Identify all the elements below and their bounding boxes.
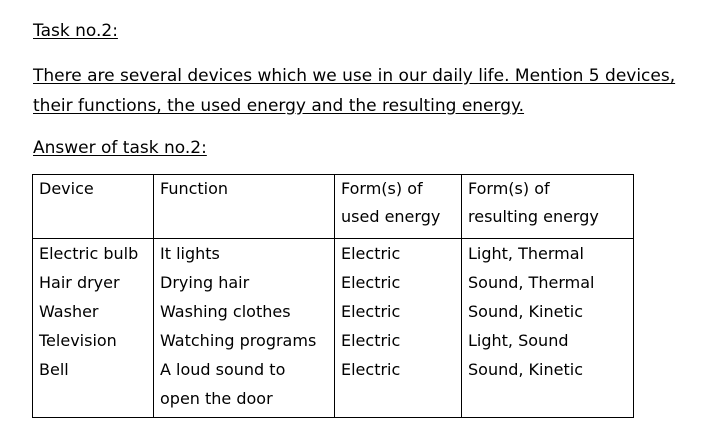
table-row	[33, 297, 634, 326]
header-device: Device	[33, 175, 154, 239]
header-function: Function	[154, 175, 335, 239]
cell-device: Hair dryer	[33, 268, 154, 297]
header-used-energy: Form(s) of used energy	[335, 175, 462, 239]
task-prompt-line-1: There are several devices which we use in our daily life. Mention 5 devices,	[33, 66, 676, 86]
cell-resulting-energy: Light, Sound	[462, 326, 634, 355]
cell-resulting-energy: Sound, Kinetic	[462, 297, 634, 326]
table-row	[33, 239, 634, 269]
cell-function: Washing clothes	[154, 297, 335, 326]
cell-resulting-energy: Sound, Kinetic	[462, 355, 634, 418]
cell-device: Television	[33, 326, 154, 355]
cell-resulting-energy: Light, Thermal	[462, 239, 634, 269]
task-heading: Task no.2:	[33, 21, 118, 41]
cell-used-energy: Electric	[335, 268, 462, 297]
cell-resulting-energy: Sound, Thermal	[462, 268, 634, 297]
cell-device: Washer	[33, 297, 154, 326]
task-prompt-line-2: their functions, the used energy and the resulting energy.	[33, 96, 525, 116]
cell-function: It lights	[154, 239, 335, 269]
cell-used-energy: Electric	[335, 239, 462, 269]
answer-heading: Answer of task no.2:	[33, 138, 207, 158]
cell-function: Watching programs	[154, 326, 335, 355]
devices-energy-table	[32, 174, 634, 418]
cell-used-energy: Electric	[335, 355, 462, 418]
table-row	[33, 326, 634, 355]
table-row	[33, 355, 634, 418]
cell-used-energy: Electric	[335, 326, 462, 355]
cell-device: Electric bulb	[33, 239, 154, 269]
cell-used-energy: Electric	[335, 297, 462, 326]
cell-function: Drying hair	[154, 268, 335, 297]
header-resulting-energy: Form(s) of resulting energy	[462, 175, 634, 239]
table-row	[33, 268, 634, 297]
table-header-row	[33, 175, 634, 239]
cell-function: A loud sound to open the door	[154, 355, 335, 418]
cell-device: Bell	[33, 355, 154, 418]
